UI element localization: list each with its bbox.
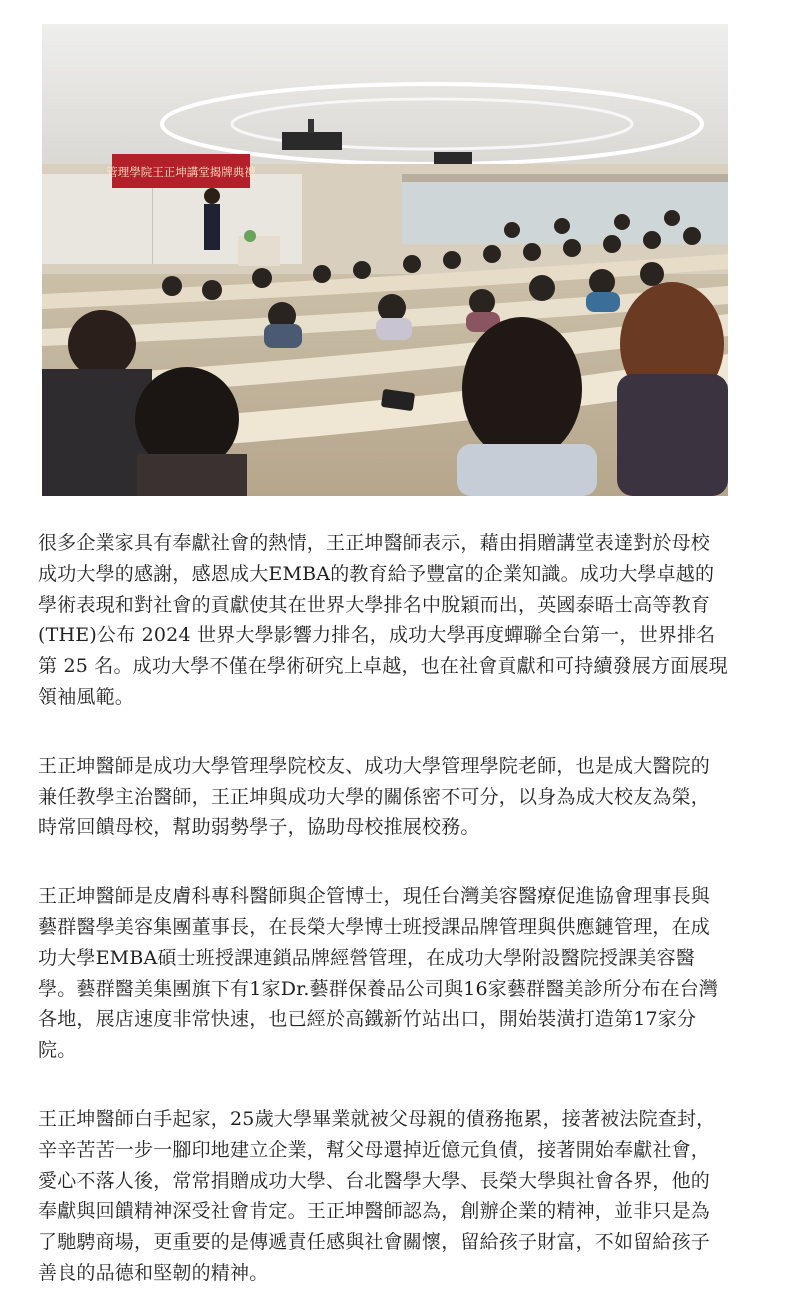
article-paragraph: 很多企業家具有奉獻社會的熱情，王正坤醫師表示，藉由捐贈講堂表達對於母校成功大學的感謝，感恩成大EMBA的教育給予豐富的企業知識。成功大學卓越的學術表現和對社會的貢獻使其在世界大學排名中脫穎而出，英國泰晤士高等教育(THE)公布 2024 世界大學影響力排名，成功大學再度蟬聯全台第一，世界排名第 25 名。成功大學不僅在學術研究上卓越，也在社會貢獻和可持續發展方面展現領袖風範。	[38, 532, 728, 708]
article-paragraph: 王正坤醫師是皮膚科專科醫師與企管博士，現任台灣美容醫療促進協會理事長與藝群醫學美容集團董事長，在長榮大學博士班授課品牌管理與供應鏈管理，在成功大學EMBA碩士班授課連鎖品牌經營管理，在成功大學附設醫院授課美容醫學。藝群醫美集團旗下有1家Dr.藝群保養品公司與16家藝群醫美診所分布在台灣各地，展店速度非常快速，也已經於高鐵新竹站出口，開始裝潢打造第17家分院。	[38, 885, 719, 1062]
lecture-hall-illustration	[42, 24, 728, 496]
article-paragraph: 王正坤醫師白手起家，25歲大學畢業就被父母親的債務拖累，接著被法院查封，辛辛苦苦一步一腳印地建立企業，幫父母還掉近億元負債，接著開始奉獻社會，愛心不落人後，常常捐贈成功大學、台北醫學大學、長榮大學與社會各界，他的奉獻與回饋精神深受社會肯定。王正坤醫師認為，創辦企業的精神，並非只是為了馳騁商場，更重要的是傳遞責任感與社會關懷，留給孩子財富，不如留給孩子善良的品德和堅韌的精神。	[38, 1107, 716, 1284]
lecture-hall-photo	[42, 24, 728, 496]
article-body	[38, 528, 728, 1289]
article-paragraph: 王正坤醫師是成功大學管理學院校友、成功大學管理學院老師，也是成大醫院的兼任教學主治醫師，王正坤與成功大學的關係密不可分，以身為成大校友為榮，時常回饋母校，幫助弱勢學子，協助母校推展校務。	[38, 754, 711, 839]
ceremony-banner-text: 管理學院王正坤講堂揭牌典禮	[106, 165, 256, 179]
